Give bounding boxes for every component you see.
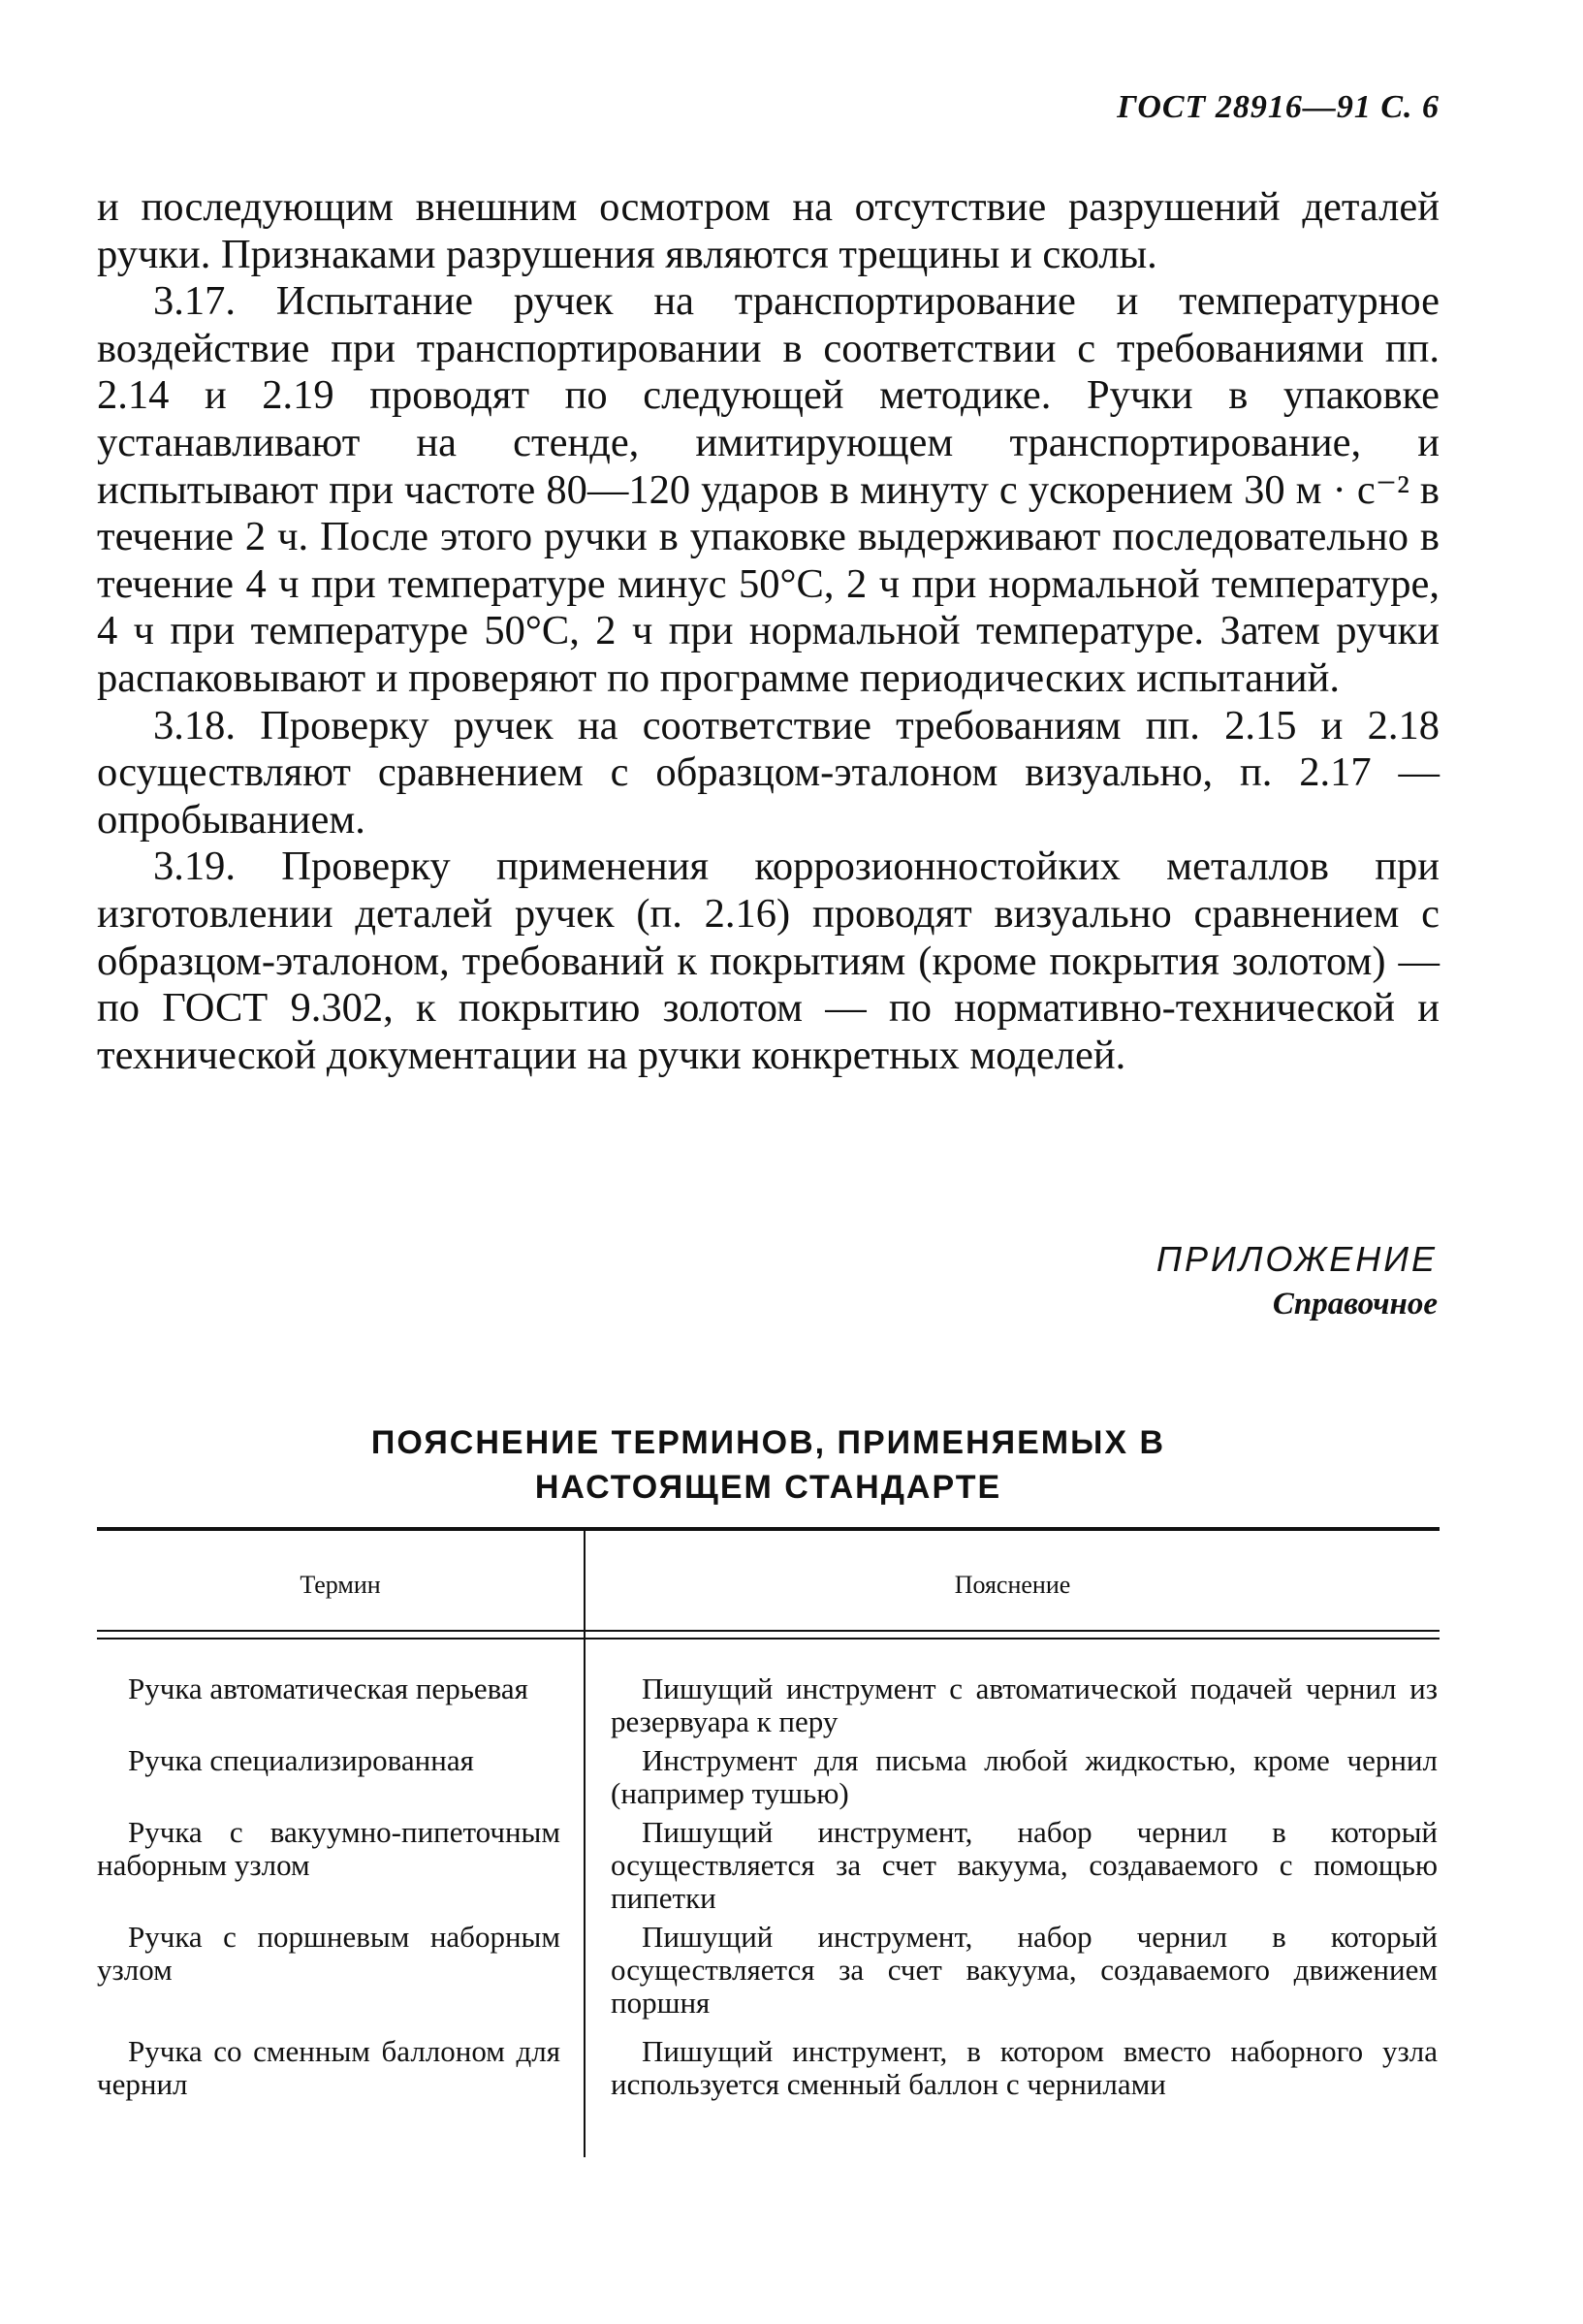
table-header-rule [97, 1630, 1440, 1632]
table-top-rule [97, 1527, 1440, 1531]
term-cell: Ручка специализированная [128, 1743, 474, 1777]
table-row [97, 2035, 1440, 2101]
explanation-cell: Пишущий инструмент, набор чернил в который осуществляется за счет вакуума, создаваемого движением поршня [611, 1920, 1438, 2020]
term-cell: Ручка с вакуумно-пипеточным наборным узлом [97, 1815, 560, 1882]
table-row [97, 1744, 1440, 1810]
table-header-term: Термин [300, 1571, 381, 1599]
table-row [97, 1672, 1440, 1738]
section-title [97, 1420, 1440, 1510]
appendix-label [1156, 1236, 1438, 1325]
paragraph-3-18: 3.18. Проверку ручек на соответствие требованиям пп. 2.15 и 2.18 осуществляют сравнением с образцом-эталоном визуально, п. 2.17 — опробыванием. [97, 702, 1440, 843]
paragraph-continuation: и последующим внешним осмотром на отсутствие разрушений деталей ручки. Признаками разрушения являются трещины и сколы. [97, 184, 1440, 277]
body-text [97, 184, 1440, 1079]
explanation-cell: Инструмент для письма любой жидкостью, кроме чернил (например тушью) [611, 1743, 1438, 1810]
appendix-subtitle: Справочное [1272, 1287, 1438, 1321]
paragraph-3-19: 3.19. Проверку применения коррозионностойких металлов при изготовлении деталей ручек (п. 2.16) проводят визуально сравнением с образцом-эталоном, требований к покрытиям (кроме покрытия золотом) — по ГОСТ 9.302, к покрытию золотом — по нормативно-технической и технической документации на ручки конкретных моделей. [97, 844, 1440, 1078]
table-header-rule-double [97, 1638, 1440, 1640]
section-title-line-2: НАСТОЯЩЕМ СТАНДАРТЕ [534, 1469, 1002, 1506]
paragraph-3-17: 3.17. Испытание ручек на транспортирование и температурное воздействие при транспортировании в соответствии с требованиями пп. 2.14 и 2.19 проводят по следующей методике. Ручки в упаковке устанавливают на стенде, имитирующем транспортирование, и испытывают при частоте 80—120 ударов в минуту с ускорением 30 м · с⁻² в течение 2 ч. После этого ручки в упаковке выдерживают последовательно в течение 4 ч при температуре минус 50°С, 2 ч при нормальной температуре, 4 ч при температуре 50°С, 2 ч при нормальной температуре. Затем ручки распаковывают и проверяют по программе периодических испытаний. [97, 278, 1440, 701]
term-cell: Ручка автоматическая перьевая [128, 1671, 528, 1705]
appendix-title: ПРИЛОЖЕНИЕ [1156, 1239, 1438, 1279]
table-row [97, 1921, 1440, 2020]
table-body [97, 1672, 1440, 2101]
explanation-cell: Пишущий инструмент, в котором вместо наборного узла используется сменный баллон с чернилами [611, 2034, 1438, 2101]
table-row [97, 1816, 1440, 1915]
page-header: ГОСТ 28916—91 С. 6 [1117, 89, 1440, 125]
term-cell: Ручка со сменным баллоном для чернил [97, 2034, 560, 2101]
table-header-explanation: Пояснение [954, 1571, 1071, 1599]
explanation-cell: Пишущий инструмент, набор чернил в который осуществляется за счет вакуума, создаваемого с помощью пипетки [611, 1815, 1438, 1915]
section-title-line-1: ПОЯСНЕНИЕ ТЕРМИНОВ, ПРИМЕНЯЕМЫХ В [370, 1424, 1166, 1461]
term-cell: Ручка с поршневым наборным узлом [97, 1920, 560, 1987]
explanation-cell: Пишущий инструмент с автоматической подачей чернил из резервуара к перу [611, 1671, 1438, 1738]
